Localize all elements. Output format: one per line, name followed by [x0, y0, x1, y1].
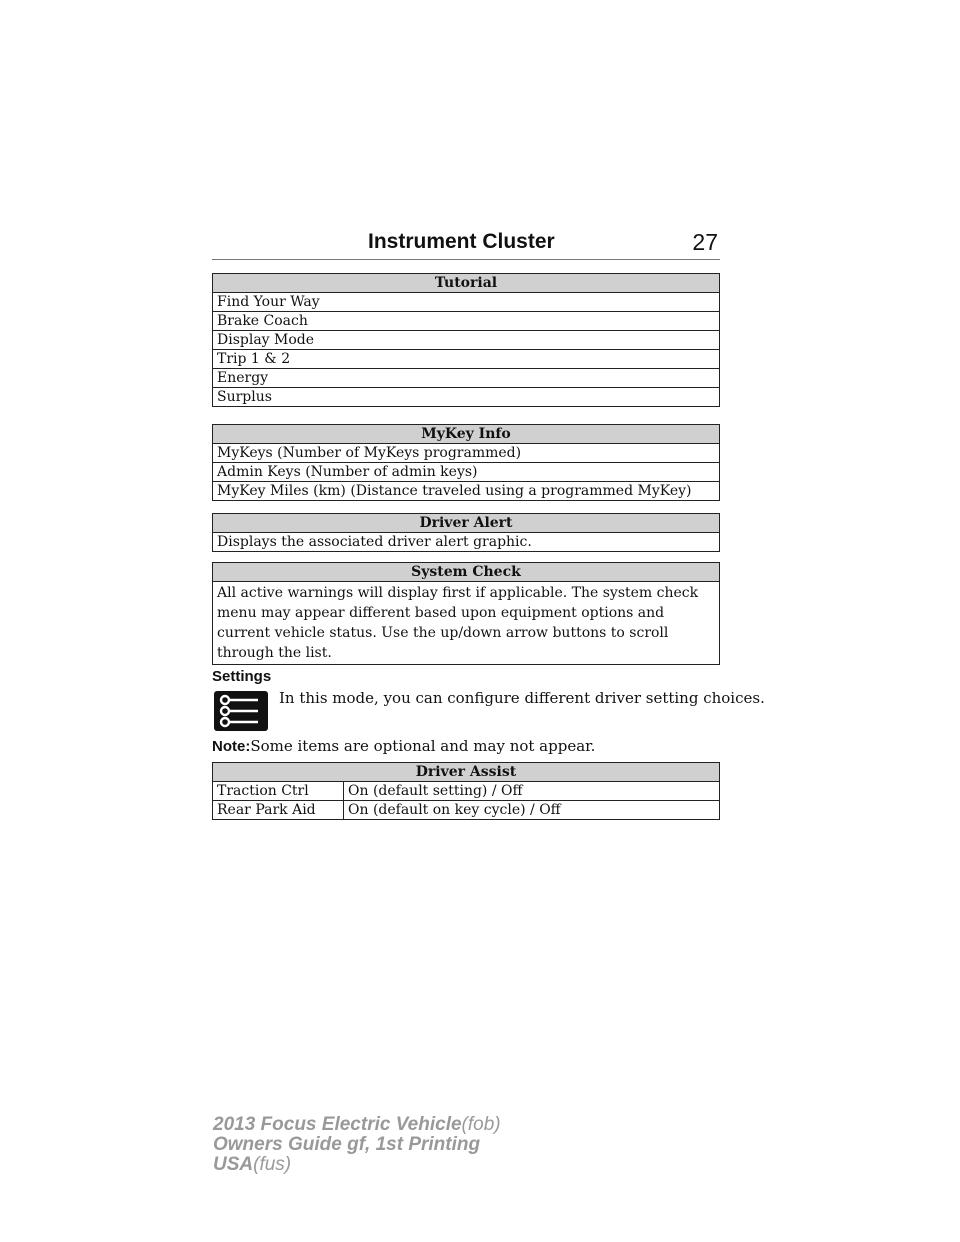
setting-name: Rear Park Aid — [213, 801, 344, 820]
table-row: Displays the associated driver alert graphic. — [213, 533, 720, 552]
settings-list-icon — [214, 691, 268, 731]
note — [212, 737, 595, 755]
section-title: Instrument Cluster — [368, 230, 555, 253]
setting-value: On (default on key cycle) / Off — [344, 801, 720, 820]
footer-line — [213, 1115, 501, 1135]
driver-alert-table — [212, 513, 720, 552]
header-rule — [212, 259, 720, 260]
driver-assist-table — [212, 762, 720, 820]
table-row: MyKeys (Number of MyKeys programmed) — [213, 444, 720, 463]
table-heading: Tutorial — [213, 274, 720, 293]
note-text: Some items are optional and may not appear. — [250, 737, 596, 755]
mykey-info-table — [212, 424, 720, 501]
table-heading: Driver Alert — [213, 514, 720, 533]
table-row: Brake Coach — [213, 312, 720, 331]
setting-value: On (default setting) / Off — [344, 782, 720, 801]
table-heading: Driver Assist — [213, 763, 720, 782]
note-label: Note: — [212, 738, 251, 755]
page-footer — [213, 1115, 501, 1175]
table-row: Display Mode — [213, 331, 720, 350]
footer-line — [213, 1155, 501, 1175]
table-row: Admin Keys (Number of admin keys) — [213, 463, 720, 482]
table-row: Trip 1 & 2 — [213, 350, 720, 369]
footer-model: 2013 Focus Electric Vehicle — [213, 1114, 462, 1135]
table-row: All active warnings will display first if applicable. The system check menu may appear different based upon equipment options and current vehicle status. Use the up/down arrow buttons to scroll through the list. — [213, 582, 720, 665]
settings-heading: Settings — [212, 668, 272, 685]
footer-line: Owners Guide gf, 1st Printing — [213, 1134, 481, 1155]
system-check-table — [212, 562, 720, 665]
table-heading: System Check — [213, 563, 720, 582]
page-number: 27 — [692, 229, 718, 255]
setting-name: Traction Ctrl — [213, 782, 344, 801]
tutorial-table — [212, 273, 720, 407]
table-row: Find Your Way — [213, 293, 720, 312]
footer-market-code: (fus) — [253, 1154, 292, 1175]
settings-description: In this mode, you can configure different driver setting choices. — [279, 689, 765, 707]
table-heading: MyKey Info — [213, 425, 720, 444]
table-row: MyKey Miles (km) (Distance traveled using a programmed MyKey) — [213, 482, 720, 501]
page-header — [212, 228, 720, 260]
footer-model-code: (fob) — [461, 1114, 501, 1135]
table-row: Surplus — [213, 388, 720, 407]
table-row: Energy — [213, 369, 720, 388]
footer-market: USA — [213, 1154, 254, 1175]
